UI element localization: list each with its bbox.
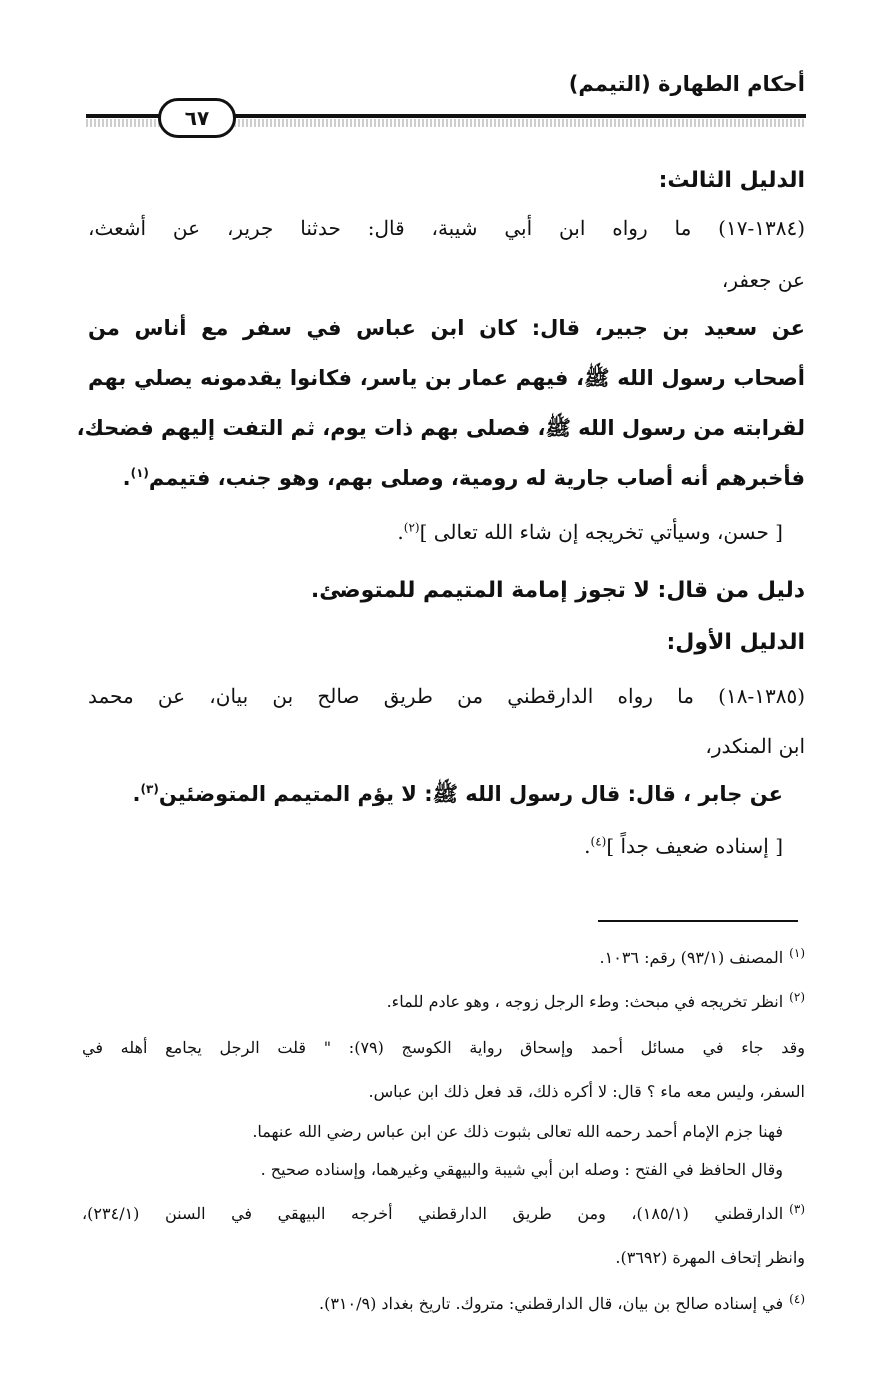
hadith-1-text-line-3: لقرابته من رسول الله ﷺ، فصلى بهم ذات يوم، ثم التفت إليهم فضحك، (76, 416, 805, 440)
footnote-3-line-2: وانظر إتحاف المهرة (٣٦٩٢). (615, 1248, 805, 1267)
section-heading-third-evidence: الدليل الثالث: (658, 168, 805, 193)
footnote-2-line-3: السفر، وليس معه ماء ؟ قال: لا أكره ذلك، قد فعل ذلك ابن عباس. (368, 1082, 805, 1101)
section-heading-first-evidence: الدليل الأول: (666, 630, 805, 655)
hadith-2-text-body: عن جابر ، قال: قال رسول الله ﷺ: لا يؤم المتيمم المتوضئين (158, 782, 783, 806)
footnote-ref-2: (٢) (403, 520, 420, 535)
hadith-1-text-line-4-end: . (122, 466, 131, 490)
grading-1-end: . (397, 520, 404, 544)
footnote-ref-4: (٤) (590, 834, 607, 849)
footnote-2-line-1: انظر تخريجه في مبحث: وطء الرجل زوجه ، وهو عادم للماء. (386, 992, 784, 1011)
hadith-2-text-end: . (132, 782, 141, 806)
footnote-4 (318, 1291, 805, 1313)
hadith-2-chain-line-1: (١٣٨٥-١٨) ما رواه الدارقطني من طريق صالح بن بيان، عن محمد (88, 684, 805, 708)
hadith-1-text-line-1: عن سعيد بن جبير، قال: كان ابن عباس في سفر مع أناس من (88, 316, 805, 340)
hadith-1-text-line-4-body: فأخبرهم أنه أصاب جارية له رومية، وصلى بهم، وهو جنب، فتيمم (148, 466, 805, 490)
footnote-4-text: في إسناده صالح بن بيان، قال الدارقطني: متروك. تاريخ بغداد (٣١٠/٩). (318, 1294, 784, 1313)
hadith-1-chain-line-2: عن جعفر، (721, 268, 805, 292)
hadith-1-text-line-4 (123, 468, 805, 489)
running-title: أحكام الطهارة (التيمم) (568, 72, 805, 96)
footnote-2-line-5: وقال الحافظ في الفتح : وصله ابن أبي شيبة والبيهقي وغيرهما، وإسناده صحيح . (260, 1160, 783, 1179)
footnote-2 (386, 989, 805, 1011)
grading-2 (584, 836, 783, 856)
grading-1-text: [ حسن، وسيأتي تخريجه إن شاء الله تعالى ] (419, 520, 783, 544)
footnote-1-text: المصنف (٩٣/١) رقم: ١٠٣٦. (599, 948, 784, 967)
section-heading-opposing-view: دليل من قال: لا تجوز إمامة المتيمم للمتوضئ. (310, 578, 805, 603)
grading-2-text: [ إسناده ضعيف جداً ] (606, 834, 783, 858)
footnote-2-line-4: فهنا جزم الإمام أحمد رحمه الله تعالى بثبوت ذلك عن ابن عباس رضي الله عنهما. (252, 1122, 783, 1141)
hadith-2-text-line-1 (133, 784, 783, 805)
hadith-1-text-line-2: أصحاب رسول الله ﷺ، فيهم عمار بن ياسر، فكانوا يقدمونه يصلي بهم (88, 366, 805, 390)
footnote-1 (599, 945, 805, 967)
grading-2-end: . (584, 834, 591, 858)
footnote-separator (598, 920, 798, 922)
footnote-3-number: (٣) (789, 1201, 805, 1216)
footnote-ref-1: (١) (130, 466, 149, 480)
hadith-2-chain-line-2: ابن المنكدر، (705, 734, 805, 758)
footnote-3 (82, 1201, 805, 1223)
footnote-2-number: (٢) (789, 989, 805, 1004)
footnote-4-number: (٤) (789, 1291, 805, 1306)
footnote-3-line-1: الدارقطني (١٨٥/١)، ومن طريق الدارقطني أخرجه البيهقي في السنن (٢٣٤/١)، (82, 1204, 784, 1223)
footnote-1-number: (١) (789, 945, 805, 960)
page-number-text: ٦٧ (184, 106, 210, 130)
page-number (158, 98, 236, 138)
grading-1 (397, 522, 783, 542)
footnote-2-line-2: وقد جاء في مسائل أحمد وإسحاق رواية الكوسج (٧٩): " قلت الرجل يجامع أهله في (82, 1038, 805, 1057)
hadith-1-chain-line-1: (١٣٨٤-١٧) ما رواه ابن أبي شيبة، قال: حدثنا جرير، عن أشعث، (88, 216, 805, 240)
footnote-ref-3: (٣) (140, 782, 159, 796)
